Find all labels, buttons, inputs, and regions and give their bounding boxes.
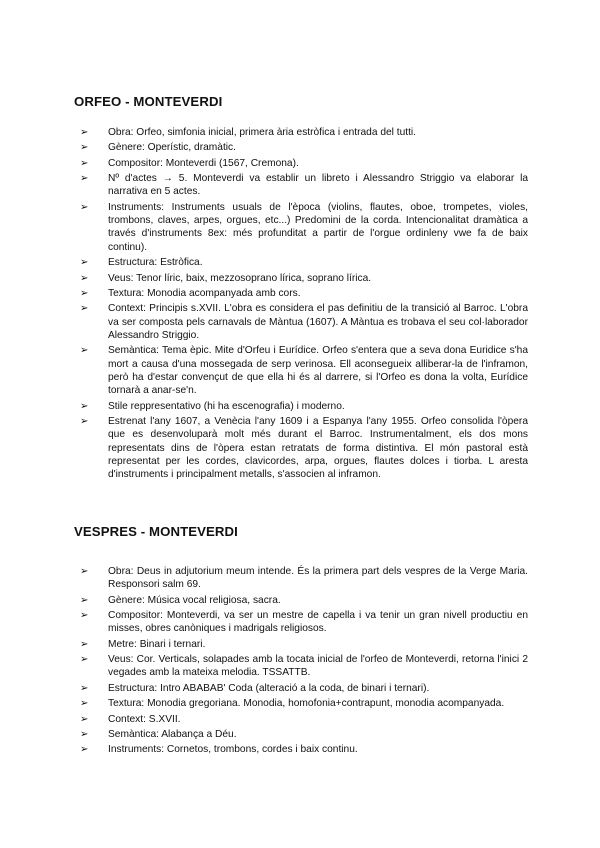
list-item: ➢ Textura: Monodia acompanyada amb cors. (80, 287, 301, 299)
arrow-bullet-icon: ➢ (80, 287, 89, 299)
arrow-bullet-icon: ➢ (80, 654, 89, 666)
section-title-orfeo: ORFEO - MONTEVERDI (74, 94, 223, 109)
arrow-bullet-icon: ➢ (80, 257, 89, 269)
arrow-bullet-icon: ➢ (80, 610, 89, 622)
arrow-bullet-icon: ➢ (80, 201, 89, 213)
list-item: ➢ Textura: Monodia gregoriana. Monodia, homofonia+contrapunt, monodia acompanyada. (80, 698, 505, 710)
list-item: ➢ Obra: Orfeo, simfonia inicial, primera ària estròfica i entrada del tutti. (80, 127, 417, 138)
list-item: ➢ Semàntica: Tema èpic. Mite d'Orfeu i Eurídice. Orfeo s'entera que a seva dona Euridice s'ha mort a causa d'una mossegada de serp verinosa. Ell aconsegueix alliberar-la de l'inframon, però ha d'estar convençut de que ella hi és al darrere, si l'Orfeo es dona la volta, Eurídice tornarà a anar-se'n. (80, 345, 528, 397)
vespres-bullet-list (80, 565, 528, 759)
arrow-bullet-icon: ➢ (80, 142, 89, 154)
list-item: ➢ Veus: Cor. Verticals, solapades amb la tocata inicial de l'orfeo de Monteverdi, retorna l'inici 2 vegades amb la mateixa melodia. TSSATTB. (80, 654, 528, 679)
arrow-bullet-icon: ➢ (80, 127, 89, 138)
arrow-bullet-icon: ➢ (80, 400, 89, 412)
arrow-bullet-icon: ➢ (80, 594, 89, 606)
list-item: ➢ Context: Principis s.XVII. L'obra es considera el pas definitiu de la transició al Barroc. L'obra va ser composta pels carnavals de Màntua (1607). A Màntua es trobava el seu col·laborador Alessandro Striggio. (80, 303, 528, 341)
arrow-bullet-icon: ➢ (80, 744, 89, 756)
section-title-vespres: VESPRES - MONTEVERDI (74, 524, 238, 539)
arrow-bullet-icon: ➢ (80, 729, 89, 741)
orfeo-bullet-list (80, 126, 528, 484)
list-item: ➢ Gènere: Música vocal religiosa, sacra. (80, 594, 281, 606)
list-item: ➢ Compositor: Monteverdi, va ser un mestre de capella i va tenir un gran nivell productiu en misses, obres canòniques i madrigals religiosos. (80, 610, 528, 635)
arrow-bullet-icon: ➢ (80, 345, 89, 357)
list-item: ➢ Stile reppresentativo (hi ha escenografia) i moderno. (80, 400, 345, 412)
list-item: ➢ Semàntica: Alabança a Déu. (80, 729, 237, 741)
arrow-bullet-icon: ➢ (80, 272, 89, 284)
list-item: ➢ Obra: Deus in adjutorium meum intende. És la primera part dels vespres de la Verge Maria. Responsori salm 69. (80, 566, 528, 591)
list-item: ➢ Estrenat l'any 1607, a Venècia l'any 1609 i a Espanya l'any 1955. Orfeo consolida l'òpera que es desenvoluparà molt més durant el Barroc. Instrumentalment, els dos mons representats dins de l'òpera estan retratats de forma distintiva. El món pastoral està representat per les cordes, clavicordes, arpa, orgues, flautes dolces i tiorba. L aresta d'instruments i principalment metalls, s'associen al inframon. (80, 415, 528, 481)
arrow-bullet-icon: ➢ (80, 713, 89, 725)
arrow-bullet-icon: ➢ (80, 698, 89, 710)
arrow-bullet-icon: ➢ (80, 682, 89, 694)
list-item: ➢ Nº d'actes → 5. Monteverdi va establir un libreto i Alessandro Striggio va elaborar la narrativa en 5 actes. (80, 173, 528, 198)
arrow-bullet-icon: ➢ (80, 638, 89, 650)
arrow-bullet-icon: ➢ (80, 566, 89, 577)
arrow-bullet-icon: ➢ (80, 303, 89, 315)
list-item: ➢ Metre: Binari i ternari. (80, 638, 206, 650)
arrow-bullet-icon: ➢ (80, 173, 89, 185)
arrow-bullet-icon: ➢ (80, 157, 89, 169)
list-item: ➢ Estructura: Intro ABABAB' Coda (alteració a la coda, de binari i ternari). (80, 682, 430, 694)
list-item: ➢ Instruments: Cornetos, trombons, cordes i baix continu. (80, 744, 358, 756)
list-item: ➢ Estructura: Estròfica. (80, 257, 203, 269)
list-item: ➢ Compositor: Monteverdi (1567, Cremona). (80, 157, 299, 169)
list-item: ➢ Instruments: Instruments usuals de l'època (violins, flautes, oboe, trompetes, violes, trombons, claves, arpes, orgues, etc...) Predomini de la corda. Intencionalitat dramàtica a través d'instruments 8ex: més profunditat a partir de l'orgue ordinleny vwe fa de baix continu). (80, 201, 528, 253)
list-item: ➢ Context: S.XVII. (80, 713, 181, 725)
arrow-bullet-icon: ➢ (80, 415, 89, 427)
list-item: ➢ Veus: Tenor líric, baix, mezzosoprano lírica, soprano lírica. (80, 272, 372, 284)
list-item: ➢ Gènere: Operístic, dramàtic. (80, 142, 236, 154)
